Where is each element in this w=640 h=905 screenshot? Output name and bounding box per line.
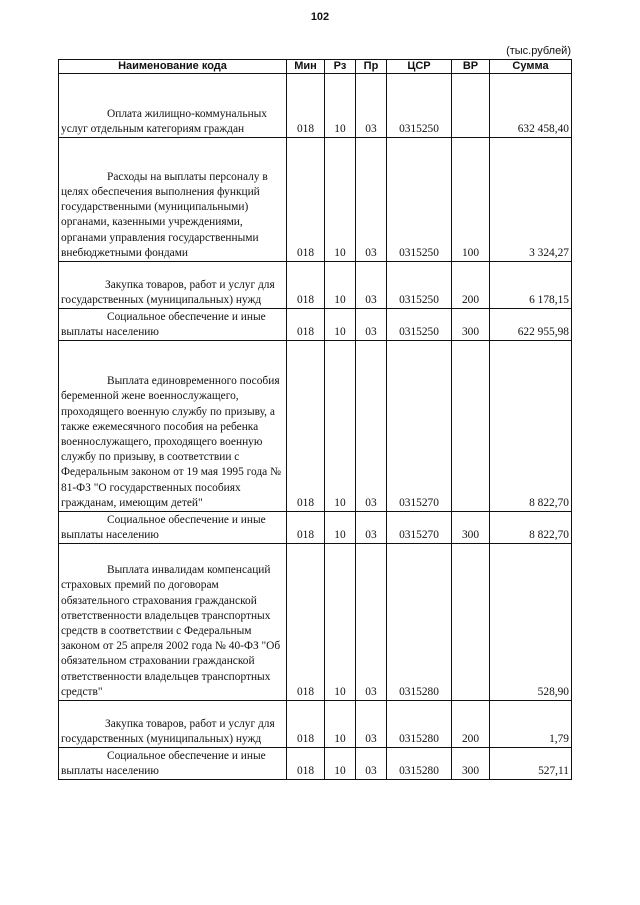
row-name: Социальное обеспечение и иные выплаты населению xyxy=(59,512,287,544)
row-min: 018 xyxy=(287,138,325,262)
row-csr: 0315280 xyxy=(387,701,452,748)
row-min: 018 xyxy=(287,701,325,748)
header-pr: Пр xyxy=(356,60,387,74)
row-name: Выплата инвалидам компенсаций страховых премий по договорам обязательного страхования гражданской ответственности владельцев транспортных средств в соответствии с Федеральным законом от 25 апреля 2002 года № 40-ФЗ "Об обязательном страховании гражданской ответственности владельцев транспортных средств" xyxy=(59,544,287,701)
row-pr: 03 xyxy=(356,341,387,512)
row-pr: 03 xyxy=(356,748,387,780)
row-vr: 300 xyxy=(452,748,490,780)
header-sum: Сумма xyxy=(490,60,572,74)
row-pr: 03 xyxy=(356,512,387,544)
row-min: 018 xyxy=(287,74,325,138)
budget-table xyxy=(58,59,572,780)
row-sum: 632 458,40 xyxy=(490,74,572,138)
row-name: Оплата жилищно-коммунальных услуг отдельным категориям граждан xyxy=(59,74,287,138)
row-name: Социальное обеспечение и иные выплаты населению xyxy=(59,309,287,341)
row-rz: 10 xyxy=(325,309,356,341)
row-min: 018 xyxy=(287,512,325,544)
row-sum: 622 955,98 xyxy=(490,309,572,341)
row-min: 018 xyxy=(287,748,325,780)
row-pr: 03 xyxy=(356,138,387,262)
row-csr: 0315250 xyxy=(387,262,452,309)
table-header-row xyxy=(59,60,572,74)
row-min: 018 xyxy=(287,341,325,512)
table-row xyxy=(59,262,572,309)
row-sum: 8 822,70 xyxy=(490,341,572,512)
row-rz: 10 xyxy=(325,138,356,262)
header-rz: Рз xyxy=(325,60,356,74)
row-vr: 200 xyxy=(452,701,490,748)
table-row xyxy=(59,138,572,262)
row-pr: 03 xyxy=(356,262,387,309)
row-vr xyxy=(452,544,490,701)
table-row xyxy=(59,748,572,780)
row-rz: 10 xyxy=(325,512,356,544)
row-csr: 0315250 xyxy=(387,309,452,341)
row-rz: 10 xyxy=(325,544,356,701)
row-name: Социальное обеспечение и иные выплаты населению xyxy=(59,748,287,780)
row-name: Расходы на выплаты персоналу в целях обеспечения выполнения функций государственными (муниципальными) органами, казенными учреждениями, органами управления государственными внебюджетными фондами xyxy=(59,138,287,262)
row-name: Выплата единовременного пособия беременной жене военнослужащего, проходящего военную службу по призыву, а также ежемесячного пособия на ребенка военнослужащего, проходящего военную службу по призыву, в соответствии с Федеральным законом от 19 мая 1995 года № 81-ФЗ "О государственных пособиях гражданам, имеющим детей" xyxy=(59,341,287,512)
row-csr: 0315250 xyxy=(387,138,452,262)
row-vr: 200 xyxy=(452,262,490,309)
row-vr xyxy=(452,74,490,138)
row-rz: 10 xyxy=(325,701,356,748)
row-csr: 0315280 xyxy=(387,748,452,780)
row-vr: 300 xyxy=(452,512,490,544)
header-vr: ВР xyxy=(452,60,490,74)
row-rz: 10 xyxy=(325,262,356,309)
row-sum: 3 324,27 xyxy=(490,138,572,262)
row-sum: 6 178,15 xyxy=(490,262,572,309)
row-rz: 10 xyxy=(325,748,356,780)
row-name: Закупка товаров, работ и услуг для государственных (муниципальных) нужд xyxy=(59,262,287,309)
row-sum: 1,79 xyxy=(490,701,572,748)
header-name: Наименование кода xyxy=(59,60,287,74)
row-vr: 100 xyxy=(452,138,490,262)
row-rz: 10 xyxy=(325,341,356,512)
row-pr: 03 xyxy=(356,544,387,701)
row-vr xyxy=(452,341,490,512)
units-label: (тыс.рублей) xyxy=(506,45,571,57)
table-row xyxy=(59,74,572,138)
header-min: Мин xyxy=(287,60,325,74)
table-row xyxy=(59,341,572,512)
row-pr: 03 xyxy=(356,701,387,748)
row-min: 018 xyxy=(287,309,325,341)
row-rz: 10 xyxy=(325,74,356,138)
table-row xyxy=(59,544,572,701)
row-name: Закупка товаров, работ и услуг для государственных (муниципальных) нужд xyxy=(59,701,287,748)
row-min: 018 xyxy=(287,544,325,701)
row-pr: 03 xyxy=(356,309,387,341)
row-pr: 03 xyxy=(356,74,387,138)
table-row xyxy=(59,309,572,341)
row-sum: 528,90 xyxy=(490,544,572,701)
row-csr: 0315270 xyxy=(387,512,452,544)
row-vr: 300 xyxy=(452,309,490,341)
row-sum: 8 822,70 xyxy=(490,512,572,544)
table-row xyxy=(59,701,572,748)
row-min: 018 xyxy=(287,262,325,309)
row-csr: 0315280 xyxy=(387,544,452,701)
header-csr: ЦСР xyxy=(387,60,452,74)
page-number: 102 xyxy=(310,11,330,23)
table-row xyxy=(59,512,572,544)
row-csr: 0315250 xyxy=(387,74,452,138)
row-sum: 527,11 xyxy=(490,748,572,780)
row-csr: 0315270 xyxy=(387,341,452,512)
